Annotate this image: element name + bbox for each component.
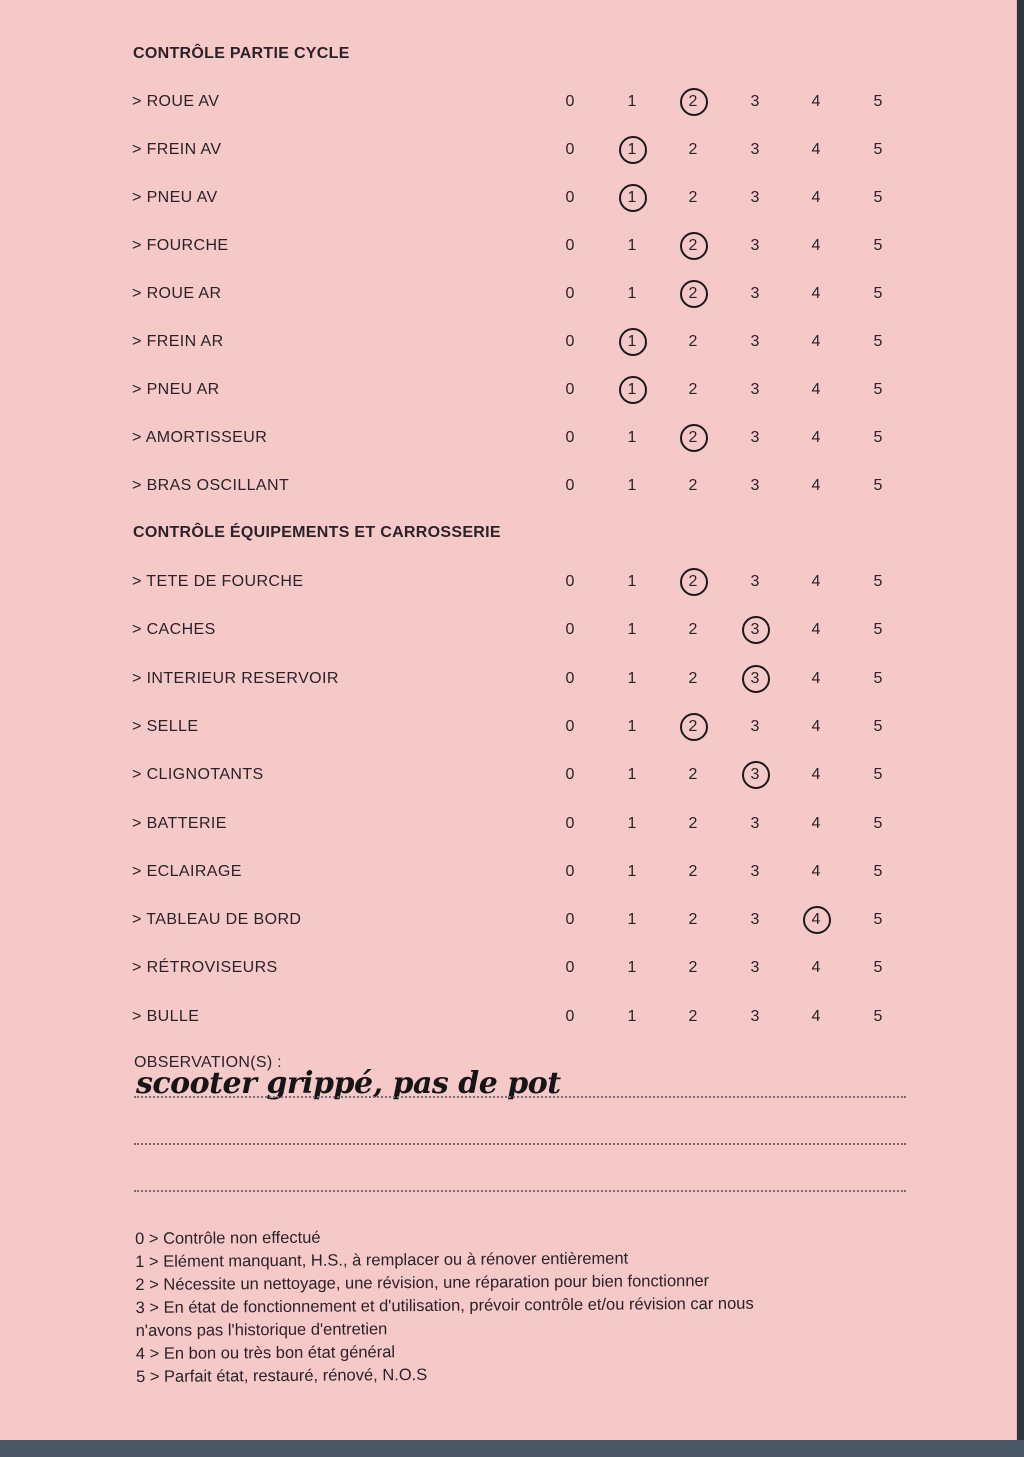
checklist-row <box>132 670 912 700</box>
score-option[interactable]: 4 <box>811 717 821 735</box>
score-option[interactable]: 0 <box>565 717 575 735</box>
score-option[interactable]: 3 <box>750 141 760 158</box>
score-option[interactable]: 5 <box>873 285 883 302</box>
score-option[interactable]: 3 <box>750 429 760 446</box>
score-option[interactable]: 3 <box>750 189 760 206</box>
observations-title: OBSERVATION(S) : <box>134 1054 282 1071</box>
score-option[interactable]: 1 <box>627 429 637 446</box>
score-option-circled[interactable]: 1 <box>620 333 644 351</box>
score-option[interactable]: 0 <box>565 429 575 446</box>
score-option[interactable]: 5 <box>873 717 883 735</box>
legend-line: 1 > Elément manquant, H.S., à remplacer ou à rénover entièrement <box>135 1249 629 1271</box>
score-option[interactable]: 3 <box>750 1007 760 1025</box>
checklist-row <box>132 621 912 651</box>
checklist-row-label: > SELLE <box>132 717 199 735</box>
score-option[interactable]: 0 <box>565 1007 575 1025</box>
score-option[interactable]: 2 <box>688 766 698 784</box>
checklist-row-label: > CLIGNOTANTS <box>132 766 264 784</box>
score-option[interactable]: 1 <box>627 93 637 110</box>
checklist-row <box>132 141 912 171</box>
score-option[interactable]: 2 <box>688 189 698 206</box>
score-option[interactable]: 3 <box>750 814 760 832</box>
score-option[interactable]: 5 <box>873 381 883 398</box>
observation-line-1 <box>134 1096 906 1098</box>
score-option[interactable]: 0 <box>565 477 575 494</box>
score-option[interactable]: 2 <box>688 477 698 494</box>
score-option[interactable]: 3 <box>750 911 760 929</box>
score-option[interactable]: 4 <box>811 862 821 880</box>
score-option[interactable]: 4 <box>811 621 821 639</box>
score-option-circled[interactable]: 2 <box>681 718 705 736</box>
score-option[interactable]: 5 <box>873 814 883 832</box>
score-option[interactable]: 1 <box>627 959 637 977</box>
score-option[interactable]: 4 <box>811 285 821 302</box>
score-option[interactable]: 3 <box>750 477 760 494</box>
score-option[interactable]: 2 <box>688 1007 698 1025</box>
score-option[interactable]: 1 <box>627 285 637 302</box>
checklist-row <box>132 718 912 748</box>
legend-line: 4 > En bon ou très bon état général <box>135 1343 396 1363</box>
legend-line: 5 > Parfait état, restauré, rénové, N.O.S <box>135 1365 428 1386</box>
checklist-row <box>132 189 912 219</box>
checklist-row <box>132 863 912 893</box>
score-option[interactable]: 0 <box>565 766 575 784</box>
checklist-row <box>132 959 912 989</box>
score-option[interactable]: 2 <box>688 333 698 350</box>
section-title-equipment: CONTRÔLE ÉQUIPEMENTS ET CARROSSERIE <box>133 524 501 541</box>
score-option[interactable]: 5 <box>873 669 883 687</box>
score-option[interactable]: 3 <box>750 285 760 302</box>
score-option-circled[interactable]: 1 <box>620 141 644 159</box>
score-option[interactable]: 3 <box>750 717 760 735</box>
checklist-row-label: > ROUE AR <box>132 285 222 302</box>
score-option[interactable]: 4 <box>811 477 821 494</box>
score-option-circled[interactable]: 3 <box>743 766 767 784</box>
score-option[interactable]: 0 <box>565 669 575 687</box>
checklist-row-label: > ECLAIRAGE <box>132 862 242 880</box>
score-option[interactable]: 2 <box>688 959 698 977</box>
score-option[interactable]: 1 <box>627 814 637 832</box>
checklist-row-label: > ROUE AV <box>132 93 220 110</box>
section-title-cycle: CONTRÔLE PARTIE CYCLE <box>133 45 350 62</box>
score-option[interactable]: 5 <box>873 141 883 158</box>
score-option[interactable]: 0 <box>565 381 575 398</box>
checklist-row-label: > AMORTISSEUR <box>132 429 268 446</box>
score-option[interactable]: 5 <box>873 333 883 350</box>
score-option[interactable]: 2 <box>688 862 698 880</box>
score-option[interactable]: 4 <box>811 573 821 590</box>
score-option[interactable]: 5 <box>873 477 883 494</box>
score-option[interactable]: 4 <box>811 766 821 784</box>
score-option[interactable]: 2 <box>688 669 698 687</box>
score-option[interactable]: 1 <box>627 477 637 494</box>
score-option[interactable]: 1 <box>627 621 637 639</box>
score-option[interactable]: 5 <box>873 93 883 110</box>
score-option[interactable]: 0 <box>565 93 575 110</box>
score-option-circled[interactable]: 2 <box>681 573 705 591</box>
checklist-row <box>132 285 912 315</box>
checklist-row-label: > PNEU AV <box>132 189 218 206</box>
score-option[interactable]: 0 <box>565 814 575 832</box>
score-option[interactable]: 3 <box>750 93 760 110</box>
score-option[interactable]: 2 <box>688 911 698 929</box>
checklist-row <box>132 93 912 123</box>
legend-line: n'avons pas l'historique d'entretien <box>135 1320 388 1340</box>
score-option[interactable]: 4 <box>811 381 821 398</box>
score-option[interactable]: 2 <box>688 141 698 158</box>
checklist-row-label: > BATTERIE <box>132 814 227 832</box>
score-option[interactable]: 0 <box>565 573 575 590</box>
score-option[interactable]: 1 <box>627 862 637 880</box>
checklist-row-label: > RÉTROVISEURS <box>132 959 278 977</box>
score-option[interactable]: 4 <box>811 93 821 110</box>
score-option[interactable]: 1 <box>627 911 637 929</box>
score-option-circled[interactable]: 2 <box>681 237 705 255</box>
score-option-circled[interactable]: 4 <box>804 911 828 929</box>
score-option-circled[interactable]: 2 <box>681 285 705 303</box>
checklist-row <box>132 477 912 507</box>
score-option[interactable]: 1 <box>627 669 637 687</box>
score-option[interactable]: 0 <box>565 911 575 929</box>
score-option[interactable]: 5 <box>873 621 883 639</box>
score-option[interactable]: 5 <box>873 766 883 784</box>
checklist-row-label: > BULLE <box>132 1007 200 1025</box>
score-option[interactable]: 0 <box>565 959 575 977</box>
score-option[interactable]: 0 <box>565 189 575 206</box>
score-option[interactable]: 4 <box>811 669 821 687</box>
legend <box>135 1223 916 1389</box>
checklist-row-label: > FREIN AR <box>132 333 224 350</box>
score-option[interactable]: 4 <box>811 1007 821 1025</box>
observation-line-2 <box>134 1143 906 1145</box>
score-option[interactable]: 0 <box>565 237 575 254</box>
score-option[interactable]: 5 <box>873 1007 883 1025</box>
checklist-row-label: > FOURCHE <box>132 237 229 254</box>
checklist-row <box>132 333 912 363</box>
score-option[interactable]: 5 <box>873 237 883 254</box>
score-option[interactable]: 1 <box>627 237 637 254</box>
checklist-row <box>132 766 912 796</box>
checklist-row-label: > TABLEAU DE BORD <box>132 911 302 929</box>
score-option[interactable]: 5 <box>873 862 883 880</box>
checklist-row-label: > PNEU AR <box>132 381 220 398</box>
score-option[interactable]: 4 <box>811 189 821 206</box>
checklist-row <box>132 381 912 411</box>
score-option[interactable]: 5 <box>873 429 883 446</box>
score-option-circled[interactable]: 1 <box>620 381 644 399</box>
score-option[interactable]: 0 <box>565 333 575 350</box>
observations-handwritten-note: scooter grippé, pas de pot <box>136 1066 561 1101</box>
score-option[interactable]: 4 <box>811 141 821 158</box>
checklist-row <box>132 911 912 941</box>
score-option[interactable]: 3 <box>750 333 760 350</box>
legend-line: 0 > Contrôle non effectué <box>135 1228 321 1248</box>
checklist-row <box>132 573 912 603</box>
score-option[interactable]: 3 <box>750 959 760 977</box>
score-option[interactable]: 4 <box>811 429 821 446</box>
score-option[interactable]: 2 <box>688 814 698 832</box>
score-option-circled[interactable]: 3 <box>743 670 767 688</box>
score-option[interactable]: 1 <box>627 766 637 784</box>
score-option[interactable]: 3 <box>750 862 760 880</box>
score-option[interactable]: 0 <box>565 862 575 880</box>
table-surface <box>0 1440 1024 1457</box>
score-option[interactable]: 4 <box>811 333 821 350</box>
score-option-circled[interactable]: 3 <box>743 621 767 639</box>
score-option[interactable]: 0 <box>565 285 575 302</box>
score-option[interactable]: 1 <box>627 1007 637 1025</box>
checklist-row-label: > TETE DE FOURCHE <box>132 573 304 590</box>
score-option[interactable]: 4 <box>811 959 821 977</box>
checklist-row-label: > INTERIEUR RESERVOIR <box>132 669 339 687</box>
score-option[interactable]: 4 <box>811 237 821 254</box>
score-option[interactable]: 5 <box>873 573 883 590</box>
score-option-circled[interactable]: 2 <box>681 93 705 111</box>
score-option[interactable]: 3 <box>750 381 760 398</box>
score-option[interactable]: 2 <box>688 621 698 639</box>
score-option[interactable]: 5 <box>873 911 883 929</box>
score-option[interactable]: 0 <box>565 621 575 639</box>
checklist-row <box>132 237 912 267</box>
score-option[interactable]: 1 <box>627 717 637 735</box>
score-option[interactable]: 3 <box>750 237 760 254</box>
score-option[interactable]: 3 <box>750 573 760 590</box>
score-option[interactable]: 5 <box>873 959 883 977</box>
score-option-circled[interactable]: 2 <box>681 429 705 447</box>
checklist-row-label: > CACHES <box>132 621 216 639</box>
observation-line-3 <box>134 1190 906 1192</box>
legend-line: 3 > En état de fonctionnement et d'utilisation, prévoir contrôle et/ou révision car nous <box>135 1294 754 1317</box>
legend-line: 2 > Nécessite un nettoyage, une révision, une réparation pour bien fonctionner <box>135 1271 710 1294</box>
checklist-row-label: > BRAS OSCILLANT <box>132 477 290 494</box>
checklist-row-label: > FREIN AV <box>132 141 222 158</box>
checklist-row <box>132 429 912 459</box>
checklist-row <box>132 815 912 845</box>
checklist-row <box>132 1008 912 1038</box>
score-option[interactable]: 2 <box>688 381 698 398</box>
score-option[interactable]: 4 <box>811 814 821 832</box>
score-option[interactable]: 5 <box>873 189 883 206</box>
score-option[interactable]: 1 <box>627 573 637 590</box>
score-option[interactable]: 0 <box>565 141 575 158</box>
score-option-circled[interactable]: 1 <box>620 189 644 207</box>
